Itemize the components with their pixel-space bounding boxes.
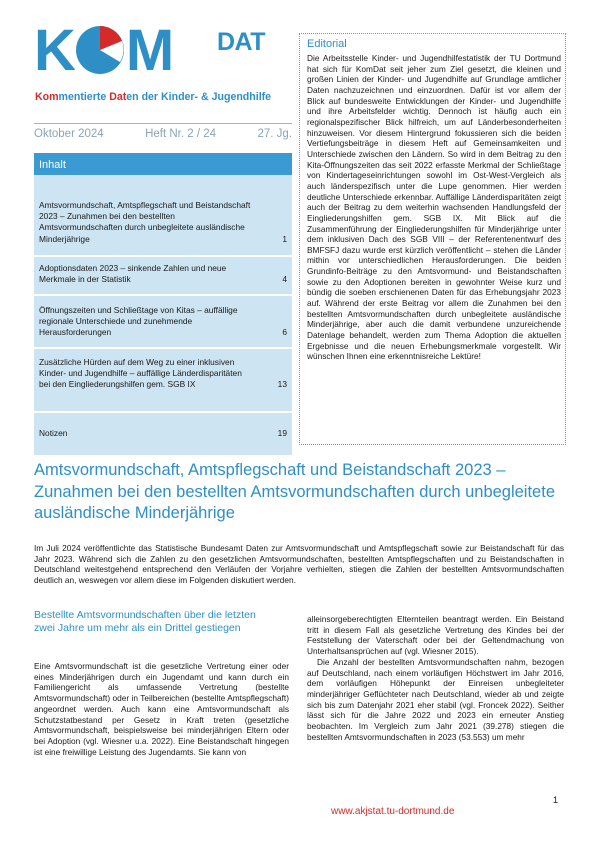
logo-subtitle: Kommentierte Daten der Kinder- & Jugendhilfe — [35, 91, 272, 103]
divider — [34, 294, 292, 296]
issue-number: Heft Nr. 2 / 24 — [145, 128, 217, 140]
toc-item-title: Notizen — [39, 428, 68, 438]
toc-item[interactable] — [39, 305, 287, 339]
article-title: Amtsvormundschaft, Amtspflegschaft und Beistandschaft 2023 – Zunahmen bei den bestellten Amtsvormundschaften durch unbegleitete ausländische Minderjährige — [34, 461, 555, 523]
page-number: 1 — [553, 795, 559, 805]
toc-item[interactable] — [39, 357, 287, 391]
toc-item-page: 1 — [282, 233, 287, 244]
toc-item[interactable] — [39, 263, 287, 285]
article-column-left: Eine Amtsvormundschaft ist die gesetzliche Vertretung einer oder eines Minderjährigen durch ein Jugendamt und kann durch ein Familiengericht als umfassende Vertretung (bestellte Amtsvormundschaft) oder in Teilbereichen (bestellte Amtspflegschaft) angeordnet werden. Auch kann eine Amtsvormundschaft als Schutzstatbestand per Gesetz in Kraft treten (gesetzliche Amtsvormundschaft, beispielsweise bei minderjährigen Eltern oder bei Adoption (vgl. Wiesner u.a. 2022). Eine Beistandschaft hingegen ist eine freiwillige Leistung des Jugendamts. Sie kann von — [34, 661, 289, 757]
toc-item[interactable] — [39, 428, 287, 439]
divider — [34, 411, 292, 413]
toc-item-page: 13 — [277, 379, 287, 390]
toc-item-page: 6 — [282, 327, 287, 338]
divider — [34, 347, 292, 349]
article-subheading: Bestellte Amtsvormundschaften über die letzten zwei Jahre um mehr als ein Drittel gestiegen — [34, 609, 256, 634]
issue-volume: 27. Jg. — [257, 128, 292, 140]
toc-item[interactable] — [39, 200, 287, 245]
issue-date: Oktober 2024 — [34, 128, 104, 140]
toc-item-page: 4 — [282, 274, 287, 285]
footer-link[interactable]: www.akjstat.tu-dortmund.de — [331, 806, 455, 817]
table-of-contents — [34, 153, 292, 455]
article-intro: Im Juli 2024 veröffentlichte das Statistische Bundesamt Daten zur Amtsvormundschaft und Amtspflegschaft sowie zur Beistandschaft für das Jahr 2023. Während sich die Zahlen zu den gesetzlichen Amtsvormundschaften, bestellten Amtspflegschaften und zu Beistandschaften in Deutschland weitestgehend entsprechend den Verläufen der Vorjahre verhielten, stiegen die Zahlen der bestellten Amtsvormundschaften deutlich an, weswegen vor allem diese im Folgenden diskutiert werden. — [34, 543, 564, 586]
logo-pie-icon — [75, 25, 125, 75]
logo-superscript: DAT — [217, 28, 266, 56]
paragraph: Die Anzahl der bestellten Amtsvormundschaften nahm, bezogen auf Deutschland, nach einem vorläufigen Höchstwert im Jahr 2016, dem vorläufigen Höhepunkt der Einreisen unbegleiteter minderjähriger Geflüchteter nach Deutschland, wieder ab und zeigte sich bis zum Datenjahr 2021 eher stabil (vgl. Froncek 2022). Seither lässt sich für die Jahre 2022 und 2023 ein erneuter Anstieg beobachten. Im Vergleich zum Jahr 2021 (39.278) stiegen die bestellten Amtsvormundschaften in 2023 (53.553) um mehr — [307, 656, 564, 742]
toc-item-title: Amtsvormundschaft, Amtspflegschaft und Beistandschaft 2023 – Zunahmen bei den bestellten Amtsvormundschaften durch unbegleitete ausländische Minderjährige — [39, 200, 251, 244]
paragraph: alleinsorgeberechtigten Elternteilen beantragt werden. Ein Beistand tritt in diesem Fall als gesetzliche Vertretung des Kindes bei der Feststellung der Vaterschaft oder bei der Geltendmachung von Unterhaltsansprüchen auf (vgl. Wiesner 2015). — [307, 614, 564, 657]
issue-info — [34, 123, 292, 144]
editorial-heading: Editorial — [307, 38, 347, 50]
toc-heading: Inhalt — [34, 153, 292, 175]
divider — [34, 255, 292, 257]
toc-item-title: Öffnungszeiten und Schließtage von Kitas – auffällige regionale Unterschiede und zunehmende Herausforderungen — [39, 305, 238, 338]
logo-wordmark: K M — [34, 18, 173, 83]
article-column-right — [307, 614, 564, 742]
editorial-text: Die Arbeitsstelle Kinder- und Jugendhilfestatistik der TU Dortmund hat sich für KomDat seit jeher zum Ziel gesetzt, die kleinen und großen Linien der Kinder- und Jugendhilfe auf Grundlage amtlicher Daten nachzuzeichnen und einzuordnen. Dafür ist vor allem der Blick auf bundesweite Entwicklungen der Kinder- und Jugendhilfe und ihre Arbeitsfelder wichtig. Dennoch ist häufig auch ein regionalspezifischer Blick hilfreich, um auf Länderbesonderheiten hinzuweisen. Vor diesem Hintergrund fokussieren sich die beiden Vertiefungsbeiträge in diesem Heft auf Gemeinsamkeiten und Unterschiede zwischen den Ländern. So wird in dem Beitrag zu den Kita-Öffnungszeiten das seit 2022 erfasste Merkmal der Schließtage von Kindertageseinrichtungen sowohl im Ost-West-Vergleich als auch länderspezifisch unter die Lupe genommen. Hier werden deutliche Unterschiede erkennbar. Auffällige Länderdisparitäten zeigt auch der Beitrag zu dem weiterhin wachsenden Handlungsfeld der Eingliederungshilfen gem. SGB IX. Mit Blick auf die Zusammenführung der Eingliederungshilfen für Minderjährige unter dem inklusiven Dach des SGB VIII – der Referentenentwurf des BMFSFJ dazu wurde erst kürzlich veröffentlicht – stehen die Länder mithin vor unterschiedlichen Herausforderungen. Die beiden Grundinfo-Beiträge zu den Amtsvormund- und Beistandschaften sowie zu den Adoptionen bereiten in gewohnter Weise kurz und bündig die soeben erschienenen Daten für das Erhebungsjahr 2023 auf. Während der erste Beitrag vor allem die Zunahmen bei den bestellten Amtsvormundschaften durch unbegleitete ausländische Minderjährige, aber auch die damit verbundene unzureichende Datenlage behandelt, werden zum Thema Adoption die aktuellen Ergebnisse und die neuen Erhebungsmerkmale vorgestellt. Wir wünschen Ihnen eine erkenntnisreiche Lektüre! — [307, 53, 561, 362]
komdat-logo — [34, 18, 294, 112]
toc-item-page: 19 — [277, 428, 287, 438]
toc-item-title: Zusätzliche Hürden auf dem Weg zu einer inklusiven Kinder- und Jugendhilfe – auffällige Länderdisparitäten bei den Eingliederungshilfen gem. SGB IX — [39, 357, 242, 390]
toc-item-title: Adoptionsdaten 2023 – sinkende Zahlen und neue Merkmale in der Statistik — [39, 263, 227, 285]
